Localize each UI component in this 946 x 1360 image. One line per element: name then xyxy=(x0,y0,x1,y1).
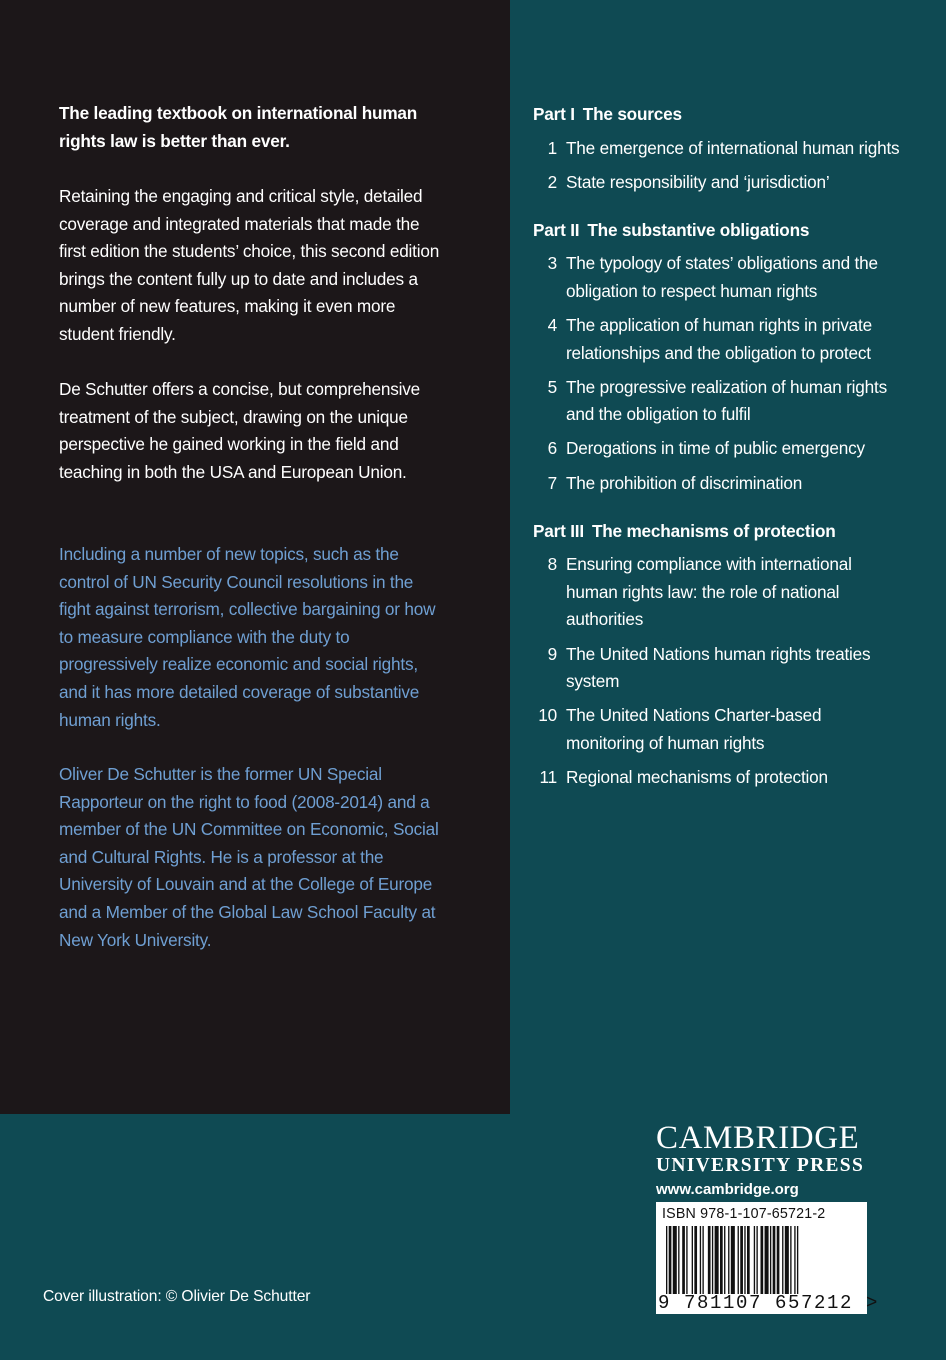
chapter-item xyxy=(533,312,903,367)
chapter-item xyxy=(533,435,903,463)
chapter-title: The application of human rights in private relationships and the obligation to protect xyxy=(566,315,872,363)
chapter-title: The typology of states’ obligations and the obligation to respect human rights xyxy=(566,253,878,301)
chapter-title: The United Nations Charter-based monitoring of human rights xyxy=(566,705,822,753)
chapter-number: 1 xyxy=(547,137,557,158)
chapter-item xyxy=(533,470,903,498)
publisher-url: www.cambridge.org xyxy=(656,1181,799,1198)
chapter-number: 10 xyxy=(538,705,557,726)
part-label: Part III xyxy=(533,520,584,541)
blurb-paragraph-2: De Schutter offers a concise, but comprehensive treatment of the subject, drawing on the unique perspective he gained working in the field and teaching in both the USA and European Union. xyxy=(59,379,420,482)
chapter-title: State responsibility and ‘jurisdiction’ xyxy=(566,171,830,192)
blurb-paragraph-3: Including a number of new topics, such as the control of UN Security Council resolutions in the fight against terrorism, collective bargaining or how to measure compliance with the duty to progressively realize economic and social rights, and it has more detailed coverage of substantive human rights. xyxy=(59,544,436,730)
publisher-logo xyxy=(656,1120,870,1203)
chapter-number: 11 xyxy=(539,766,557,787)
chapter-title: The United Nations human rights treaties system xyxy=(566,643,871,692)
chapter-number: 4 xyxy=(547,315,557,336)
tagline: The leading textbook on international human rights law is better than ever. xyxy=(59,103,418,151)
chapter-title: Derogations in time of public emergency xyxy=(566,438,865,459)
ean-digits: 9 781107 657212 > xyxy=(658,1292,880,1314)
chapter-number: 2 xyxy=(547,171,557,192)
publisher-name: CAMBRIDGE xyxy=(656,1120,860,1156)
isbn-barcode-block xyxy=(656,1202,880,1314)
chapter-number: 7 xyxy=(547,472,557,493)
part-title: The mechanisms of protection xyxy=(591,520,836,541)
part-heading xyxy=(533,101,903,129)
blurb-paragraph-1: Retaining the engaging and critical style, detailed coverage and integrated materials that made the first edition the students’ choice, this second edition brings the content fully up to date and includes a number of new features, making it even more student friendly. xyxy=(59,186,440,344)
chapter-item xyxy=(533,702,903,757)
part-label: Part I xyxy=(533,104,575,124)
chapter-title: The prohibition of discrimination xyxy=(566,472,803,493)
chapter-number: 6 xyxy=(547,438,557,459)
chapter-item xyxy=(533,169,903,197)
isbn-label: ISBN 978-1-107-65721-2 xyxy=(662,1205,826,1222)
author-bio: Oliver De Schutter is the former UN Special Rapporteur on the right to food (2008-2014) and a member of the UN Committee on Economic, Social and Cultural Rights. He is a professor at the University of Louvain and at the College of Europe and a Member of the Global Law School Faculty at New York University. xyxy=(59,764,439,950)
part-title: The sources xyxy=(582,104,682,124)
chapter-title: The emergence of international human rights xyxy=(566,137,900,158)
chapter-title: Ensuring compliance with international human rights law: the role of national authorities xyxy=(566,554,852,630)
chapter-item xyxy=(533,641,903,696)
part-label: Part II xyxy=(533,219,580,240)
cover-credit: Cover illustration: © Olivier De Schutter xyxy=(43,1288,311,1305)
chapter-title: Regional mechanisms of protection xyxy=(566,766,828,787)
chapter-item xyxy=(533,551,903,634)
publisher-subtitle: UNIVERSITY PRESS xyxy=(656,1155,865,1176)
chapter-number: 9 xyxy=(547,643,557,664)
chapter-item xyxy=(533,764,903,792)
part-heading xyxy=(533,518,903,546)
table-of-contents xyxy=(533,101,903,798)
chapter-number: 8 xyxy=(547,554,557,575)
part-title: The substantive obligations xyxy=(587,219,810,240)
barcode-icon xyxy=(662,1226,861,1294)
chapter-item xyxy=(533,135,903,163)
chapter-item xyxy=(533,374,903,429)
chapter-number: 3 xyxy=(547,253,557,274)
chapter-title: The progressive realization of human rights and the obligation to fulfil xyxy=(566,376,887,425)
chapter-number: 5 xyxy=(547,376,557,397)
chapter-item xyxy=(533,250,903,305)
part-heading xyxy=(533,217,903,245)
